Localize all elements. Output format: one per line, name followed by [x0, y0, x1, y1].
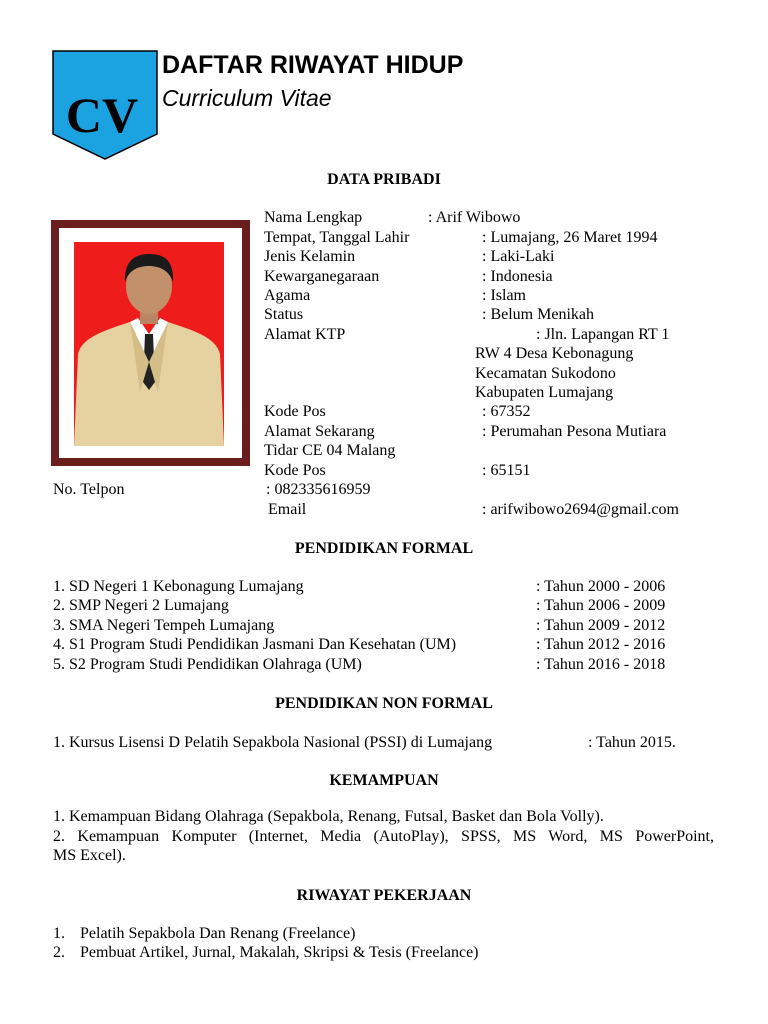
value-ktp-address-1: : Jln. Lapangan RT 1 [536, 326, 670, 343]
value-postal-code-1: : 67352 [482, 403, 531, 420]
formal-education-school: 3. SMA Negeri Tempeh Lumajang [53, 617, 275, 634]
label-status: Status [264, 306, 304, 323]
formal-education-years: : Tahun 2009 - 2012 [536, 617, 666, 634]
value-status: : Belum Menikah [482, 306, 594, 323]
label-email: Email [268, 501, 307, 518]
formal-education-years: : Tahun 2006 - 2009 [536, 597, 666, 614]
value-name: : Arif Wibowo [428, 209, 521, 226]
cv-logo-text: CV [65, 87, 139, 143]
label-nationality: Kewarganegaraan [264, 268, 380, 285]
profile-photo [74, 242, 224, 446]
nonformal-education-course: 1. Kursus Lisensi D Pelatih Sepakbola Nasional (PSSI) di Lumajang [53, 734, 493, 751]
value-nationality: : Indonesia [482, 268, 553, 285]
value-ktp-address-3: Kecamatan Sukodono [475, 365, 616, 382]
section-heading-skills: KEMAMPUAN [329, 772, 439, 789]
work-item-number: 2. [53, 944, 65, 961]
work-item-text: Pelatih Sepakbola Dan Renang (Freelance) [80, 925, 356, 942]
nonformal-education-year: : Tahun 2015. [588, 734, 676, 751]
section-heading-nonformal-education: PENDIDIKAN NON FORMAL [275, 695, 493, 712]
value-birth: : Lumajang, 26 Maret 1994 [482, 229, 658, 246]
label-current-address: Alamat Sekarang [264, 423, 375, 440]
value-ktp-address-2: RW 4 Desa Kebonagung [475, 345, 634, 362]
work-item-number: 1. [53, 925, 65, 942]
skills-line-2: 2. Kemampuan Komputer (Internet, Media (AutoPlay), SPSS, MS Word, MS PowerPoint, [53, 828, 714, 845]
value-current-address-1: : Perumahan Pesona Mutiara [482, 423, 667, 440]
formal-education-school: 2. SMP Negeri 2 Lumajang [53, 597, 229, 614]
label-phone: No. Telpon [53, 481, 125, 498]
cv-logo [52, 50, 158, 160]
value-ktp-address-4: Kabupaten Lumajang [475, 384, 614, 401]
formal-education-years: : Tahun 2000 - 2006 [536, 578, 666, 595]
section-heading-formal-education: PENDIDIKAN FORMAL [294, 540, 474, 557]
document-title: DAFTAR RIWAYAT HIDUP [162, 51, 464, 79]
value-current-address-2: Tidar CE 04 Malang [264, 442, 396, 459]
value-email: : arifwibowo2694@gmail.com [482, 501, 679, 518]
value-religion: : Islam [482, 287, 526, 304]
work-item-text: Pembuat Artikel, Jurnal, Makalah, Skripsi & Tesis (Freelance) [80, 944, 479, 961]
label-name: Nama Lengkap [264, 209, 363, 226]
section-heading-work-history: RIWAYAT PEKERJAAN [296, 887, 472, 904]
section-heading-personal: DATA PRIBADI [327, 171, 441, 188]
value-gender: : Laki-Laki [482, 248, 555, 265]
formal-education-school: 5. S2 Program Studi Pendidikan Olahraga (UM) [53, 656, 362, 673]
label-gender: Jenis Kelamin [264, 248, 356, 265]
formal-education-years: : Tahun 2012 - 2016 [536, 636, 666, 653]
skills-line-2-continued: MS Excel). [53, 847, 126, 864]
document-subtitle: Curriculum Vitae [162, 85, 332, 111]
label-postal-code-1: Kode Pos [264, 403, 326, 420]
label-ktp-address: Alamat KTP [264, 326, 346, 343]
formal-education-years: : Tahun 2016 - 2018 [536, 656, 666, 673]
photo-frame [51, 220, 250, 466]
value-postal-code-2: : 65151 [482, 462, 531, 479]
label-birth: Tempat, Tanggal Lahir [264, 229, 410, 246]
label-religion: Agama [264, 287, 311, 304]
label-postal-code-2: Kode Pos [264, 462, 326, 479]
person-portrait-icon [74, 242, 224, 446]
skills-line-1: 1. Kemampuan Bidang Olahraga (Sepakbola, Renang, Futsal, Basket dan Bola Volly). [53, 808, 604, 825]
formal-education-school: 1. SD Negeri 1 Kebonagung Lumajang [53, 578, 304, 595]
value-phone: : 082335616959 [266, 481, 371, 498]
formal-education-school: 4. S1 Program Studi Pendidikan Jasmani Dan Kesehatan (UM) [53, 636, 457, 653]
